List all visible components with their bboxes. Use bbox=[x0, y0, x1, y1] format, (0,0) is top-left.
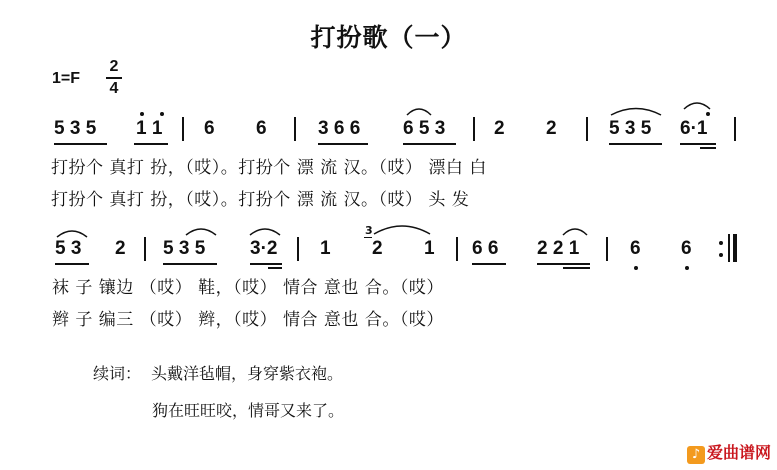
bar-line bbox=[734, 117, 736, 141]
tie-arc bbox=[372, 222, 432, 236]
octave-dot bbox=[706, 112, 710, 116]
watermark-text: 爱曲谱网 bbox=[706, 443, 771, 462]
bar-line bbox=[297, 237, 299, 261]
octave-dot bbox=[140, 112, 144, 116]
bar-line bbox=[456, 237, 458, 261]
time-signature-top: 2 bbox=[109, 58, 119, 75]
bar-line bbox=[606, 237, 608, 261]
note: 6 bbox=[204, 118, 215, 139]
repeat-thin-line bbox=[728, 234, 730, 262]
note: 6 bbox=[681, 238, 692, 259]
note: 6 bbox=[256, 118, 267, 139]
beam-line bbox=[268, 267, 282, 269]
note-group: 5 3 bbox=[55, 238, 82, 259]
slur-arc bbox=[609, 106, 663, 116]
bar-line bbox=[182, 117, 184, 141]
octave-dot bbox=[685, 266, 689, 270]
slur-arc bbox=[184, 226, 218, 236]
note: 2 bbox=[494, 118, 505, 139]
octave-dot bbox=[160, 112, 164, 116]
beam-line bbox=[55, 263, 89, 265]
bar-line bbox=[586, 117, 588, 141]
repeat-dot bbox=[719, 241, 723, 245]
note-group: 3 6 6 bbox=[318, 118, 361, 139]
beam-line bbox=[318, 143, 368, 145]
beam-line bbox=[700, 147, 716, 149]
lyric-line: 打扮个 真打 扮，（哎）。打扮个 漂 流 汉。（哎） 漂白 白 bbox=[51, 158, 487, 178]
octave-dot bbox=[634, 266, 638, 270]
beam-line bbox=[403, 143, 456, 145]
note-group: 1 1 bbox=[136, 118, 163, 139]
note-group: 5 3 5 bbox=[609, 118, 652, 139]
song-title: 打扮歌（一） bbox=[310, 23, 467, 52]
beam-line bbox=[163, 263, 217, 265]
grace-note: 3 bbox=[365, 224, 373, 237]
slur-arc bbox=[248, 226, 282, 236]
beam-line bbox=[680, 143, 716, 145]
note: 2 bbox=[546, 118, 557, 139]
extra-verse-line-1: 头戴洋毡帽，身穿紫衣袍。 bbox=[151, 364, 344, 383]
bar-line bbox=[144, 237, 146, 261]
time-signature bbox=[106, 58, 122, 98]
grace-beam bbox=[364, 237, 372, 238]
repeat-thick-line bbox=[733, 234, 737, 262]
slur-arc bbox=[561, 226, 589, 236]
key-signature: 1=F bbox=[52, 70, 81, 87]
note: 1 bbox=[320, 238, 331, 259]
lyric-line: 辫 子 编三 （哎） 辫，（哎） 情合 意也 合。（哎） bbox=[52, 310, 444, 330]
slur-arc bbox=[405, 106, 433, 116]
beam-line bbox=[563, 267, 590, 269]
extra-verse-line-2: 狗在旺旺咬，情哥又来了。 bbox=[152, 401, 345, 420]
slur-arc bbox=[682, 100, 712, 110]
note-group: 5 3 5 bbox=[54, 118, 97, 139]
repeat-dot bbox=[719, 253, 723, 257]
note-group: 3·2 bbox=[250, 238, 278, 259]
note-group: 6 6 bbox=[472, 238, 499, 259]
beam-line bbox=[609, 143, 662, 145]
note: 1 bbox=[424, 238, 435, 259]
beam-line bbox=[472, 263, 506, 265]
note-group: 2 2 1 bbox=[537, 238, 580, 259]
note-group: 6 5 3 bbox=[403, 118, 446, 139]
time-signature-bottom: 4 bbox=[109, 80, 119, 97]
bar-line bbox=[473, 117, 475, 141]
note: 2 bbox=[372, 238, 383, 259]
site-watermark bbox=[687, 440, 771, 464]
time-signature-divider bbox=[106, 77, 122, 79]
lyric-line: 打扮个 真打 扮，（哎）。打扮个 漂 流 汉。（哎） 头 发 bbox=[51, 190, 470, 210]
note-group: 5 3 5 bbox=[163, 238, 206, 259]
beam-line bbox=[537, 263, 590, 265]
beam-line bbox=[134, 143, 168, 145]
note: 2 bbox=[115, 238, 126, 259]
bar-line bbox=[294, 117, 296, 141]
slur-arc bbox=[55, 228, 89, 238]
note: 6 bbox=[630, 238, 641, 259]
music-note-icon: ♪ bbox=[687, 446, 705, 464]
extra-verse-label: 续词： bbox=[93, 364, 142, 383]
note-group: 6·1 bbox=[680, 118, 708, 139]
beam-line bbox=[250, 263, 282, 265]
beam-line bbox=[54, 143, 107, 145]
lyric-line: 袜 子 镶边 （哎） 鞋，（哎） 情合 意也 合。（哎） bbox=[52, 278, 444, 298]
